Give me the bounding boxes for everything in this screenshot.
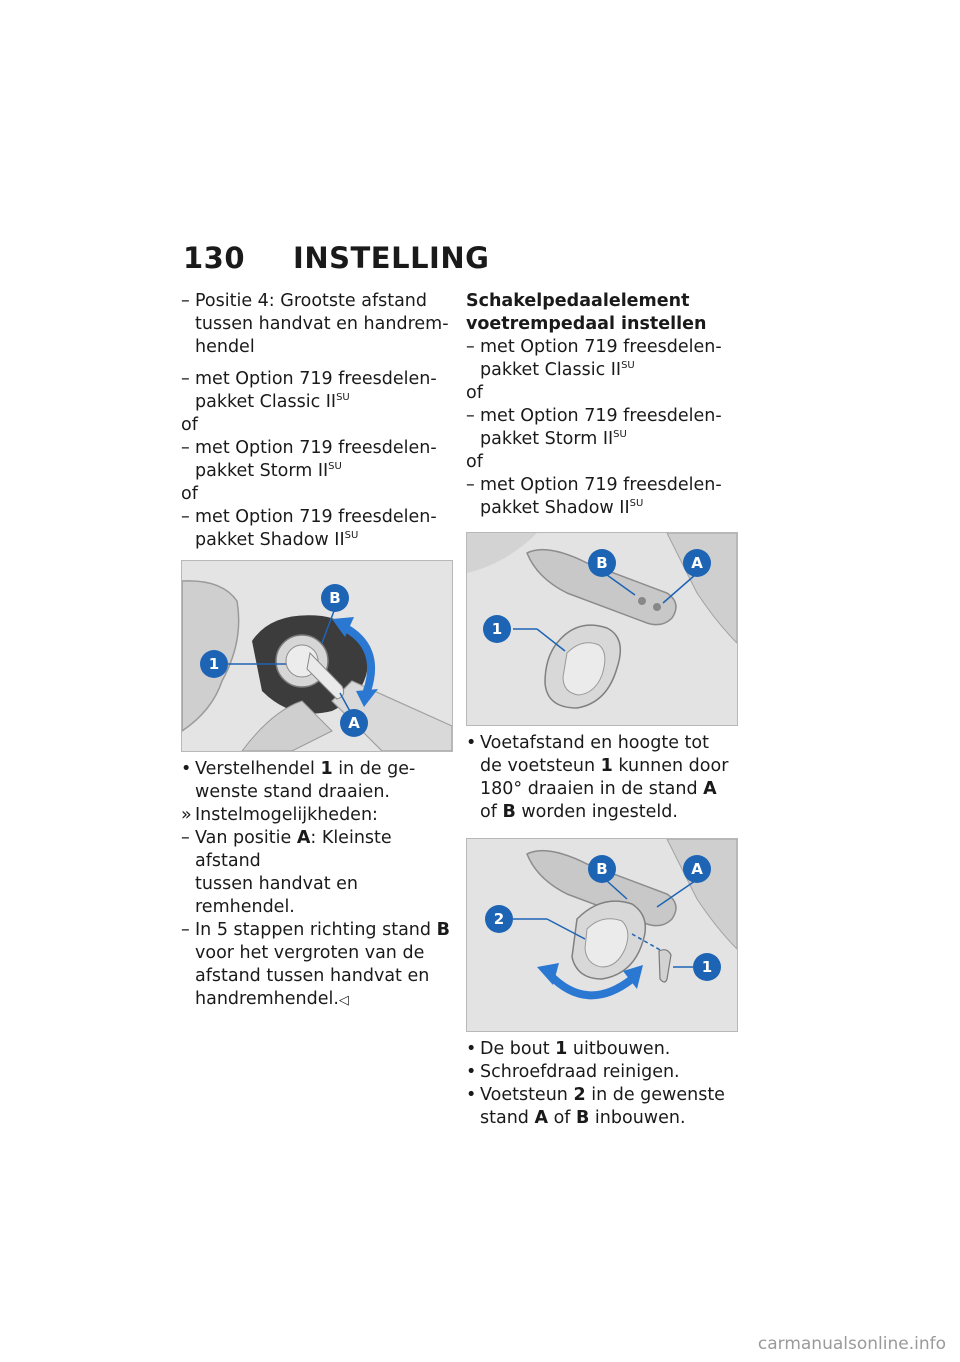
svg-text:B: B [329, 589, 341, 607]
or-text: of [466, 383, 483, 403]
bullet-marker: • [466, 1062, 477, 1082]
bullet-marker: • [181, 759, 192, 779]
watermark: carmanualsonline.info [757, 1334, 946, 1354]
option-shadow-item: – met Option 719 freesdelen- pakket Shadow $II^{SU}$ [181, 507, 437, 550]
bullet-marker: • [466, 1039, 477, 1059]
footrest-bolt-illustration [466, 838, 738, 1032]
lever-adjuster-illustration [181, 560, 453, 752]
footrest-bolt-image [467, 839, 737, 1031]
bullet-marker: • [466, 1085, 477, 1105]
left-column [181, 290, 453, 1012]
dash-marker: – [466, 406, 475, 426]
end-of-section-icon: ◁ [338, 993, 349, 1008]
page-number: 130 [183, 241, 246, 275]
svg-text:A: A [691, 554, 703, 572]
step-turn-lever: • Verstelhendel 1 in de ge- wenste stand draaien. [181, 759, 416, 802]
result-marker: » [181, 805, 192, 825]
or-text: of [181, 415, 198, 435]
option-storm-item: – met Option 719 freesdelen- pakket Storm $II^{SU}$ [466, 406, 722, 449]
option-classic-item: – met Option 719 freesdelen- pakket Classic $II^{SU}$ [466, 337, 722, 380]
footrest-image [467, 533, 737, 725]
page-header [183, 238, 489, 278]
dash-marker: – [466, 475, 475, 495]
dash-marker: – [466, 337, 475, 357]
section-title: INSTELLING [293, 241, 490, 275]
position-4-item: – Positie 4: Grootste afstand tussen handvat en handrem- hendel [181, 291, 449, 357]
or-text: of [181, 484, 198, 504]
section-heading: Schakelpedaalelement voetrempedaal instellen [466, 291, 707, 334]
option-classic-item: – met Option 719 freesdelen- pakket Classic $II^{SU}$ [181, 369, 437, 412]
result-settings: » Instelmogelijkheden: [181, 805, 378, 825]
svg-text:2: 2 [493, 910, 505, 928]
dash-marker: – [181, 920, 190, 940]
right-column [466, 290, 741, 1130]
or-text: of [466, 452, 483, 472]
svg-text:1: 1 [208, 655, 220, 673]
step-remove-bolt: • De bout 1 uitbouwen. [466, 1039, 671, 1059]
step-install-footrest: • Voetsteun 2 in de gewenste stand A of B inbouwen. [466, 1085, 725, 1128]
dash-marker: – [181, 828, 190, 848]
setting-position-a: – Van positie A: Kleinste afstand tussen handvat en remhendel. [181, 828, 392, 917]
step-footrest-info: • Voetafstand en hoogte tot de voetsteun 1 kunnen door 180° draaien in de stand A of B worden ingesteld. [466, 733, 729, 822]
step-clean-thread: • Schroefdraad reinigen. [466, 1062, 680, 1082]
setting-five-steps: – In 5 stappen richting stand B voor het vergroten van de afstand tussen handvat en handremhendel.◁ [181, 920, 450, 1009]
dash-marker: – [181, 507, 190, 527]
svg-text:B: B [596, 554, 608, 572]
option-shadow-item: – met Option 719 freesdelen- pakket Shadow $II^{SU}$ [466, 475, 722, 518]
footrest-illustration [466, 532, 738, 726]
svg-text:B: B [596, 860, 608, 878]
bullet-marker: • [466, 733, 477, 753]
dash-marker: – [181, 291, 190, 311]
svg-text:1: 1 [701, 958, 713, 976]
option-storm-item: – met Option 719 freesdelen- pakket Storm $II^{SU}$ [181, 438, 437, 481]
dash-marker: – [181, 369, 190, 389]
svg-text:1: 1 [491, 620, 503, 638]
dash-marker: – [181, 438, 190, 458]
svg-text:A: A [348, 714, 360, 732]
lever-adjuster-image [182, 561, 452, 751]
svg-text:A: A [691, 860, 703, 878]
